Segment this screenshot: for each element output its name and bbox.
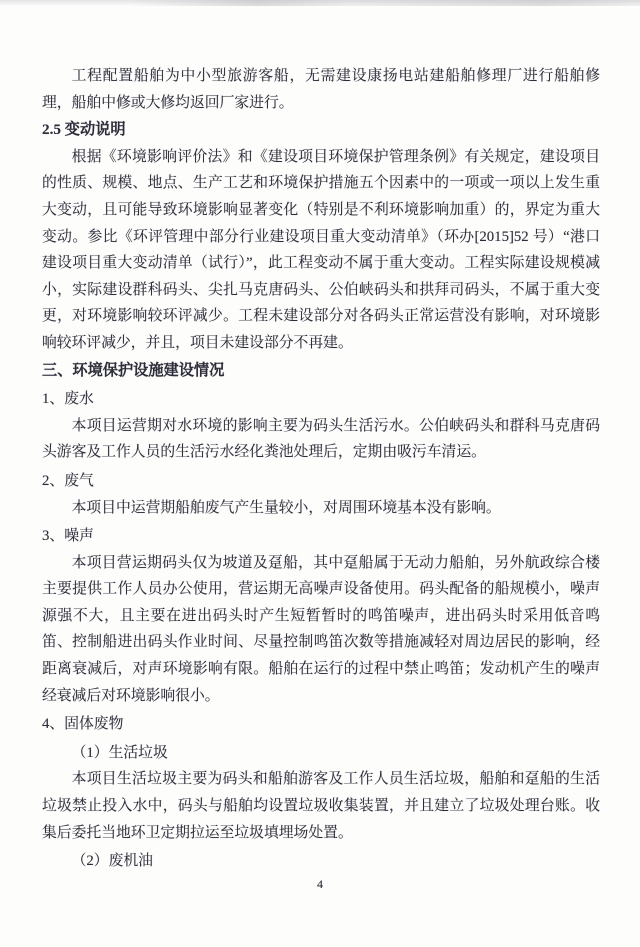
paragraph-wastewater: 本项目运营期对水环境的影响主要为码头生活污水。公伯峡码头和群科马克唐码头游客及工作人员的生活污水经化粪池处理后，定期由吸污车清运。 <box>42 417 600 461</box>
paragraph-major-change-determination: 根据《环境影响评价法》和《建设项目环境保护管理条例》有关规定，建设项目的性质、规模、地点、生产工艺和环境保护措施五个因素中的一项或一项以上发生重大变动，且可能导致环境影响显著变化（特别是不利环境影响加重）的，界定为重大变动。参比《环评管理中部分行业建设项目重大变动清单》（环办[2015]52 号）“港口建设项目重大变动清单（试行）”，此工程变动不属于重大变动。工程实际建设规模减小，实际建设群科码头、尖扎马克唐码头、公伯峡码头和拱拜司码头，不属于重大变更，对环境影响较环评减少。工程未建设部分对各码头正常运营没有影响，对环境影响较环评减少，并且，项目未建设部分不再建。 <box>42 148 600 351</box>
paragraph-waste-gas: 本项目中运营期船舶废气产生量较小，对周围环境基本没有影响。 <box>71 499 501 516</box>
item-4-solid-waste: 4、固体废物 <box>42 716 124 733</box>
heading-section-2-5-change-description: 2.5 变动说明 <box>42 121 126 139</box>
sub-item-1-domestic-garbage: （1）生活垃圾 <box>71 744 168 761</box>
item-2-waste-gas: 2、废气 <box>42 472 94 489</box>
heading-section-3-environmental-facilities: 三、环境保护设施建设情况 <box>42 361 225 379</box>
paragraph-ship-configuration: 工程配置船舶为中小型旅游客船，无需建设康扬电站建船舶修理厂进行船舶修理，船舶中修或大修均返回厂家进行。 <box>42 68 600 111</box>
sub-item-2-waste-engine-oil: （2）废机油 <box>71 853 153 870</box>
scan-edge-artifact <box>0 0 640 6</box>
item-3-noise: 3、噪声 <box>42 528 94 545</box>
paragraph-noise: 本项目营运期码头仅为坡道及趸船，其中趸船属于无动力船舶，另外航政综合楼主要提供工作人员办公使用，营运期无高噪声设备使用。码头配备的船规模小，噪声源强不大，且主要在进出码头时产生短暂暂时的鸣笛噪声，进出码头时采用低音鸣笛、控制船进出码头作业时间、尽量控制鸣笛次数等措施减轻对周边居民的影响，经距离衰减后，对声环境影响有限。船舶在运行的过程中禁止鸣笛；发动机产生的噪声经衰减后对环境影响很小。 <box>42 554 600 704</box>
page-number: 4 <box>317 877 323 892</box>
item-1-wastewater: 1、废水 <box>42 391 94 408</box>
paragraph-domestic-garbage: 本项目生活垃圾主要为码头和船舶游客及工作人员生活垃圾，船舶和趸船的生活垃圾禁止投入水中，码头与船舶均设置垃圾收集装置，并且建立了垃圾处理台账。收集后委托当地环卫定期拉运至垃圾填埋场处置。 <box>42 771 600 841</box>
